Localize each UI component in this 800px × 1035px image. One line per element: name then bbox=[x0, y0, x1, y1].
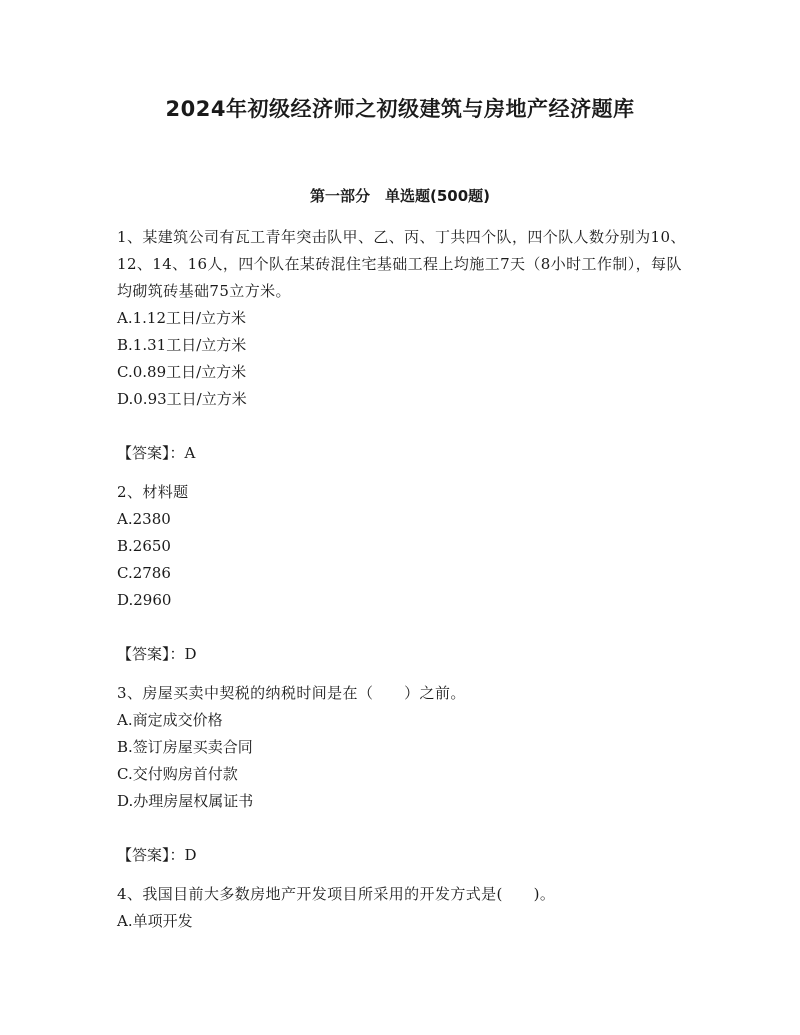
question-1 bbox=[117, 224, 689, 467]
answer-label: 【答案】：D bbox=[117, 846, 197, 864]
option-d: D.2960 bbox=[117, 591, 172, 609]
question-list bbox=[117, 224, 689, 935]
option-a: A.1.12工日/立方米 bbox=[117, 309, 247, 327]
option-d: D.0.93工日/立方米 bbox=[117, 390, 247, 408]
option-c: C.0.89工日/立方米 bbox=[117, 363, 247, 381]
option-d: D.办理房屋权属证书 bbox=[117, 792, 254, 810]
question-stem: 3、房屋买卖中契税的纳税时间是在（ ）之前。 bbox=[117, 684, 466, 702]
option-b: B.签订房屋买卖合同 bbox=[117, 738, 253, 756]
question-4 bbox=[117, 881, 689, 935]
option-b: B.1.31工日/立方米 bbox=[117, 336, 247, 354]
question-stem: 1、某建筑公司有瓦工青年突击队甲、乙、丙、丁共四个队，四个队人数分别为10、12、14、16人，四个队在某砖混住宅基础工程上均施工7天（8小时工作制），每队均砌筑砖基础75立方米。 bbox=[117, 228, 686, 300]
option-a: A.2380 bbox=[117, 510, 171, 528]
question-2 bbox=[117, 479, 689, 668]
option-a: A.单项开发 bbox=[117, 912, 193, 930]
document-title: 2024年初级经济师之初级建筑与房地产经济题库 bbox=[165, 97, 635, 121]
question-stem: 2、材料题 bbox=[117, 483, 189, 501]
option-b: B.2650 bbox=[117, 537, 171, 555]
question-3 bbox=[117, 680, 689, 869]
answer-label: 【答案】：D bbox=[117, 645, 197, 663]
option-a: A.商定成交价格 bbox=[117, 711, 223, 729]
answer-label: 【答案】：A bbox=[117, 444, 196, 462]
option-c: C.交付购房首付款 bbox=[117, 765, 238, 783]
section-title: 第一部分 单选题(500题) bbox=[309, 187, 491, 205]
option-c: C.2786 bbox=[117, 564, 171, 582]
question-stem: 4、我国目前大多数房地产开发项目所采用的开发方式是( )。 bbox=[117, 885, 556, 903]
